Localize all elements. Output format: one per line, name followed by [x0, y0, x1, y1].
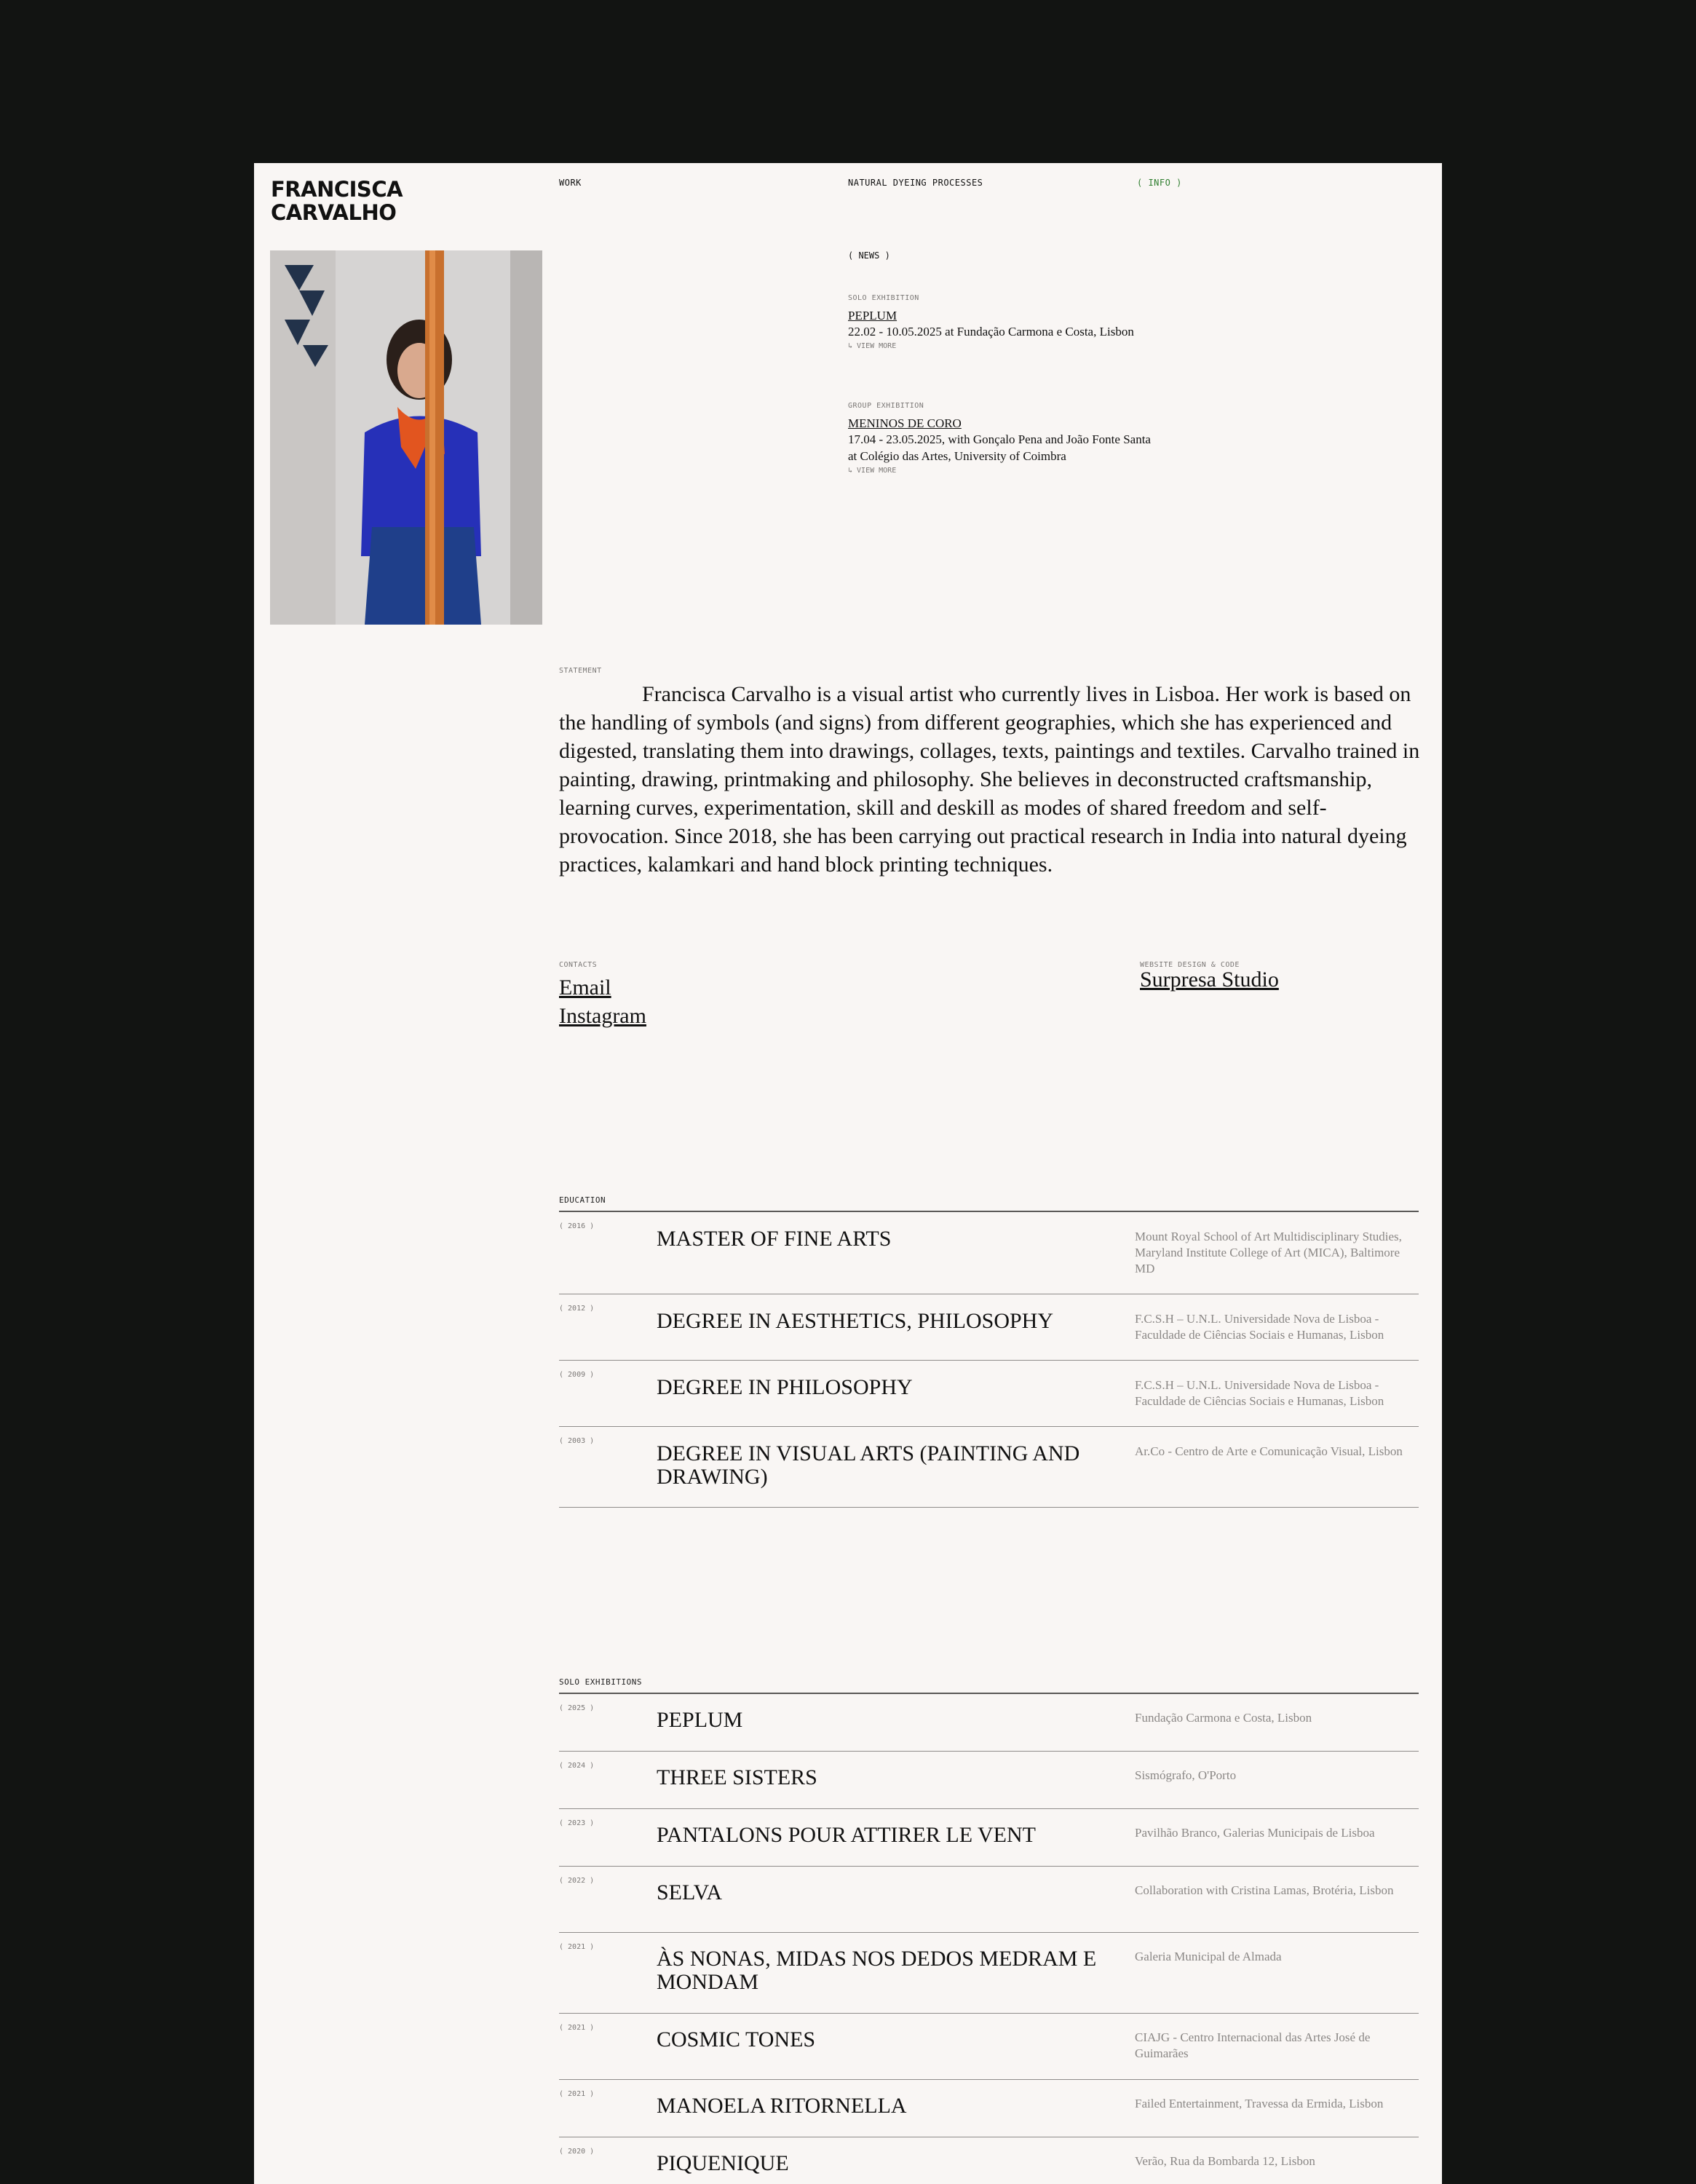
exhibition-venue: Collaboration with Cristina Lamas, Brotéria, Lisbon [1135, 1883, 1394, 1897]
logo-line-2: CARVALHO [271, 200, 397, 225]
education-row [559, 1427, 1419, 1508]
view-more-link[interactable]: ↳ VIEW MORE [848, 342, 897, 350]
credits [1140, 968, 1279, 992]
exhibition-row[interactable] [559, 1809, 1419, 1867]
news-item [848, 402, 1227, 475]
exhibition-title: PIQUENIQUE [657, 2151, 789, 2175]
contacts-label: CONTACTS [559, 961, 598, 969]
exhibition-year: ( 2021 ) [559, 1943, 595, 1951]
education-row [559, 1212, 1419, 1294]
solo-exhibitions-label: SOLO EXHIBITIONS [559, 1677, 642, 1687]
education-title: DEGREE IN PHILOSOPHY [657, 1375, 913, 1399]
nav-info-link[interactable]: ( INFO ) [1137, 178, 1182, 188]
exhibition-title: SELVA [657, 1880, 723, 1904]
education-place: Mount Royal School of Art Multidisciplinary Studies, Maryland Institute College of Art (MICA), Baltimore MD [1135, 1230, 1402, 1275]
education-year: ( 2003 ) [559, 1437, 595, 1445]
education-list [559, 1211, 1419, 1508]
exhibition-row[interactable] [559, 1933, 1419, 2014]
news-type: GROUP EXHIBITION [848, 402, 924, 410]
exhibition-year: ( 2023 ) [559, 1819, 595, 1827]
exhibition-venue: CIAJG - Centro Internacional das Artes José de Guimarães [1135, 2030, 1371, 2060]
exhibition-venue: Pavilhão Branco, Galerias Municipais de Lisboa [1135, 1826, 1375, 1840]
exhibition-year: ( 2022 ) [559, 1877, 595, 1885]
credits-label: WEBSITE DESIGN & CODE [1140, 961, 1240, 969]
education-title: DEGREE IN VISUAL ARTS (PAINTING AND DRAWING) [657, 1441, 1080, 1489]
exhibition-title: MANOELA RITORNELLA [657, 2094, 907, 2118]
portrait-image [270, 250, 542, 625]
artist-statement: Francisca Carvalho is a visual artist who currently lives in Lisboa. Her work is based on the handling of symbols (and signs) from different geographies, which she has experienced and digested, translating them into drawings, collages, texts, paintings and textiles. Carvalho trained in painting, drawing, printmaking and philosophy. She believes in deconstructed craftsmanship, learning curves, experimentation, skill and deskill as modes of shared freedom and self-provocation. Since 2018, she has been carrying out practical research in India into natural dyeing practices, kalamkari and hand block printing techniques. [559, 682, 1420, 877]
education-year: ( 2009 ) [559, 1371, 595, 1379]
artist-portrait [270, 250, 542, 625]
education-title: MASTER OF FINE ARTS [657, 1227, 892, 1251]
exhibition-venue: Sismógrafo, O'Porto [1135, 1768, 1237, 1782]
nav-natural-dyeing-link[interactable]: NATURAL DYEING PROCESSES [848, 178, 983, 188]
exhibition-row[interactable] [559, 1694, 1419, 1752]
education-year: ( 2016 ) [559, 1222, 595, 1230]
news-title-link[interactable]: MENINOS DE CORO [848, 416, 962, 430]
view-more-link[interactable]: ↳ VIEW MORE [848, 467, 897, 475]
education-row [559, 1361, 1419, 1427]
education-row [559, 1294, 1419, 1361]
news-description: 17.04 - 23.05.2025, with Gonçalo Pena and João Fonte Santa [848, 432, 1151, 446]
email-link[interactable]: Email [559, 976, 611, 1000]
exhibition-row[interactable] [559, 2137, 1419, 2184]
exhibition-row[interactable] [559, 1752, 1419, 1809]
news-description-venue: at Colégio das Artes, University of Coimbra [848, 449, 1066, 463]
exhibition-venue: Verão, Rua da Bombarda 12, Lisbon [1135, 2154, 1315, 2168]
exhibition-venue: Fundação Carmona e Costa, Lisbon [1135, 1711, 1312, 1725]
surpresa-studio-link[interactable]: Surpresa Studio [1140, 968, 1279, 992]
instagram-link[interactable]: Instagram [559, 1004, 646, 1028]
education-place: Ar.Co - Centro de Arte e Comunicação Visual, Lisbon [1135, 1444, 1403, 1458]
exhibition-year: ( 2020 ) [559, 2148, 595, 2156]
logo-line-1: FRANCISCA [271, 177, 403, 202]
exhibition-year: ( 2021 ) [559, 2024, 595, 2032]
news-item [848, 294, 1227, 350]
news-title-link[interactable]: PEPLUM [848, 309, 897, 323]
education-label: EDUCATION [559, 1195, 606, 1205]
exhibition-year: ( 2024 ) [559, 1762, 595, 1770]
education-year: ( 2012 ) [559, 1305, 595, 1313]
exhibition-row[interactable] [559, 1867, 1419, 1933]
exhibition-year: ( 2021 ) [559, 2090, 595, 2098]
exhibition-title: PANTALONS POUR ATTIRER LE VENT [657, 1823, 1036, 1847]
education-title: DEGREE IN AESTHETICS, PHILOSOPHY [657, 1309, 1054, 1333]
nav-work-link[interactable]: WORK [559, 178, 582, 188]
exhibition-row[interactable] [559, 2014, 1419, 2080]
statement-label: STATEMENT [559, 667, 602, 675]
education-section [559, 1195, 1419, 1508]
news-type: SOLO EXHIBITION [848, 294, 919, 302]
education-place: F.C.S.H – U.N.L. Universidade Nova de Lisboa - Faculdade de Ciências Sociais e Humanas, Lisbon [1135, 1312, 1384, 1342]
exhibition-row[interactable] [559, 2080, 1419, 2137]
exhibition-title: ÀS NONAS, MIDAS NOS DEDOS MEDRAM E MONDAM [657, 1947, 1097, 1994]
exhibition-title: COSMIC TONES [657, 2027, 816, 2052]
contacts-links [559, 973, 646, 1030]
solo-exhibitions-list [559, 1693, 1419, 2184]
news-heading: ( NEWS ) [848, 250, 890, 261]
exhibition-title: THREE SISTERS [657, 1765, 817, 1789]
news-description: 22.02 - 10.05.2025 at Fundação Carmona e Costa, Lisbon [848, 325, 1134, 339]
site-logo[interactable] [271, 178, 403, 224]
exhibition-venue: Galeria Municipal de Almada [1135, 1950, 1282, 1963]
education-place: F.C.S.H – U.N.L. Universidade Nova de Lisboa - Faculdade de Ciências Sociais e Humanas, Lisbon [1135, 1378, 1384, 1408]
exhibition-venue: Failed Entertainment, Travessa da Ermida, Lisbon [1135, 2097, 1384, 2110]
page [254, 163, 1442, 2184]
exhibition-year: ( 2025 ) [559, 1704, 595, 1712]
exhibition-title: PEPLUM [657, 1708, 743, 1732]
solo-exhibitions-section [559, 1677, 1419, 2184]
